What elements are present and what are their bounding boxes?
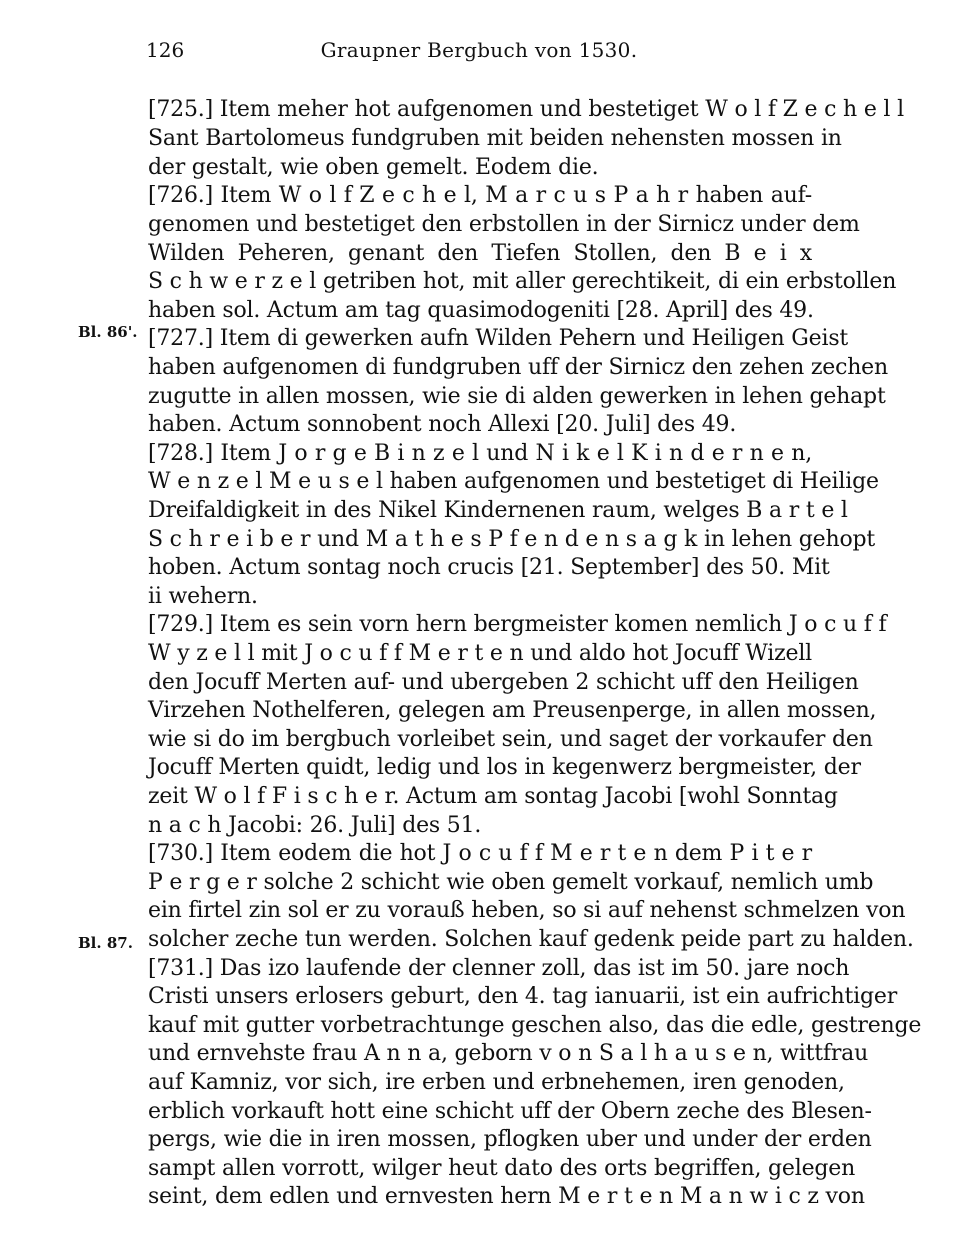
text-line: zeit W o l f F i s c h e r. Actum am sontag Jacobi [wohl Sonntag: [148, 784, 838, 809]
text-line: [727.] Item di gewerken aufn Wilden Pehern und Heiligen Geist: [148, 326, 849, 351]
text-line: [728.] Item J o r g e B i n z e l und N i k e l K i n d e r n e n,: [148, 441, 812, 466]
text-line: haben aufgenomen di fundgruben uff der Sirnicz den zehen zechen: [148, 355, 888, 380]
text-line: seint, dem edlen und ernvesten hern M e r t e n M a n w i c z von: [148, 1184, 865, 1209]
text-line: solcher zeche tun werden. Solchen kauf gedenk peide part zu halden.: [148, 927, 914, 952]
text-line: zugutte in allen mossen, wie sie di alden gewerken in lehen gehapt: [148, 384, 886, 409]
text-line: Dreifaldigkeit in des Nikel Kindernenen raum, welges B a r t e l: [148, 498, 848, 523]
text-line: den Jocuff Merten auf- und ubergeben 2 schicht uff den Heiligen: [148, 670, 859, 695]
text-line: n a c h Jacobi: 26. Juli] des 51.: [148, 813, 482, 838]
margin-note-folio-87: Bl. 87.: [78, 934, 133, 952]
margin-note-folio-86v: Bl. 86'.: [78, 323, 138, 341]
text-line: genomen und bestetiget den erbstollen in der Sirnicz under dem: [148, 212, 860, 237]
text-line: wie si do im bergbuch vorleibet sein, und saget der vorkaufer den: [148, 727, 873, 752]
text-line: W y z e l l mit J o c u f f M e r t e n und aldo hot Jocuff Wizell: [148, 641, 812, 666]
text-line: der gestalt, wie oben gemelt. Eodem die.: [148, 155, 599, 180]
text-line: [730.] Item eodem die hot J o c u f f M e r t e n dem P i t e r: [148, 841, 812, 866]
text-line: Cristi unsers erlosers geburt, den 4. tag ianuarii, ist ein aufrichtiger: [148, 984, 898, 1009]
text-line: Virzehen Nothelferen, gelegen am Preusenperge, in allen mossen,: [148, 698, 877, 723]
text-line: haben. Actum sonnobent noch Allexi [20. Juli] des 49.: [148, 412, 737, 437]
text-line: ein firtel zin sol er zu vorauß heben, so si auf nehenst schmelzen von: [148, 898, 906, 923]
text-line: [726.] Item W o l f Z e c h e l, M a r c u s P a h r haben auf-: [148, 183, 812, 208]
page-number: 126: [146, 38, 185, 62]
text-line: [729.] Item es sein vorn hern bergmeister komen nemlich J o c u f f: [148, 612, 887, 637]
text-line: W e n z e l M e u s e l haben aufgenomen und bestetiget di Heilige: [148, 469, 879, 494]
text-line: kauf mit gutter vorbetrachtunge geschen also, das die edle, gestrenge: [148, 1013, 922, 1038]
text-line: P e r g e r solche 2 schicht wie oben gemelt vorkauf, nemlich umb: [148, 870, 874, 895]
text-line: [725.] Item meher hot aufgenomen und bestetiget W o l f Z e c h e l l: [148, 97, 904, 122]
text-line: und ernvehste frau A n n a, geborn v o n S a l h a u s e n, wittfrau: [148, 1041, 869, 1066]
text-line: Sant Bartolomeus fundgruben mit beiden nehensten mossen in: [148, 126, 842, 151]
text-line: pergs, wie die in iren mossen, pflogken uber und under der erden: [148, 1127, 872, 1152]
text-line: hoben. Actum sontag noch crucis [21. September] des 50. Mit: [148, 555, 830, 580]
text-line: Wilden Peheren, genant den Tiefen Stollen, den B e i x: [148, 241, 812, 266]
text-line: S c h r e i b e r und M a t h e s P f e n d e n s a g k in lehen gehopt: [148, 527, 876, 552]
text-line: S c h w e r z e l getriben hot, mit aller gerechtikeit, di ein erbstollen: [148, 269, 897, 294]
text-line: Jocuff Merten quidt, ledig und los in kegenwerz bergmeister, der: [148, 755, 861, 780]
text-line: ii wehern.: [148, 584, 258, 609]
text-line: erblich vorkauft hott eine schicht uff der Obern zeche des Blesen-: [148, 1099, 872, 1124]
text-line: sampt allen vorrott, wilger heut dato des orts begriffen, gelegen: [148, 1156, 856, 1181]
text-line: haben sol. Actum am tag quasimodogeniti [28. April] des 49.: [148, 298, 814, 323]
page-header: [146, 38, 812, 70]
text-line: auf Kamniz, vor sich, ire erben und erbnehemen, iren genoden,: [148, 1070, 845, 1095]
running-title: Graupner Bergbuch von 1530.: [320, 38, 638, 62]
text-line: [731.] Das izo laufende der clenner zoll, das ist im 50. jare noch: [148, 956, 850, 981]
